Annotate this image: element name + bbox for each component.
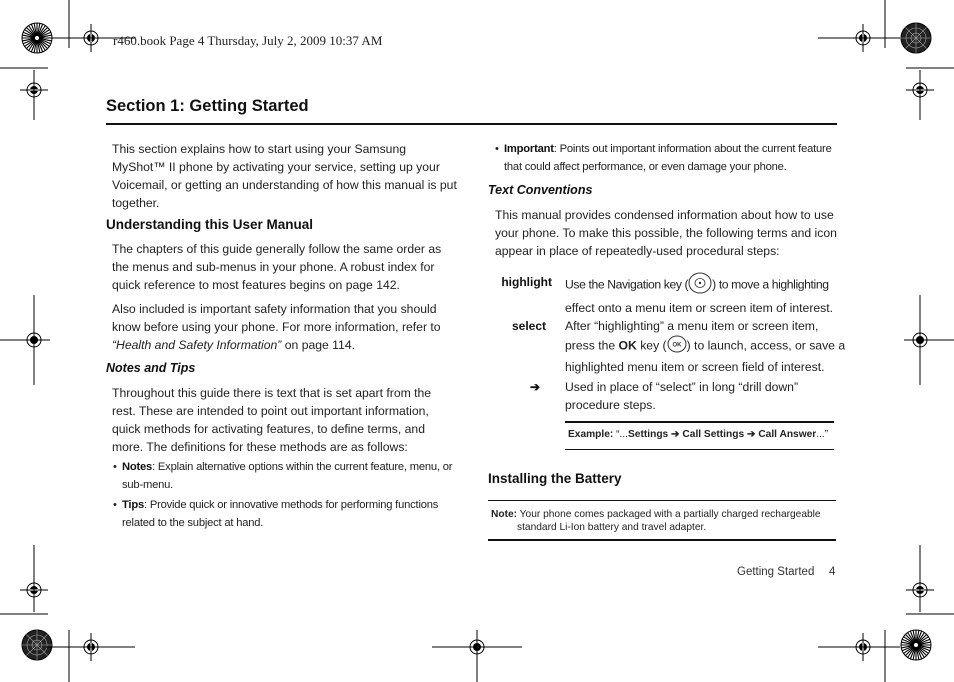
def-select-ok: OK [618, 338, 637, 353]
def-arrow-a: Used in place of “select” in long “drill down” [565, 380, 799, 394]
battery-heading: Installing the Battery [488, 471, 622, 486]
bullet-tips: • Tips: Provide quick or innovative methods for performing functions related to the subject at hand. [113, 499, 439, 529]
term-arrow: ➔ [529, 380, 540, 394]
book-info: r460.book Page 4 Thursday, July 2, 2009 10:37 AM [113, 33, 383, 48]
understanding-heading: Understanding this User Manual [106, 217, 314, 232]
intro-paragraph: This section explains how to start using your Samsung MyShot™ II phone by activating your service, setting up your Voicemail, or getting an understanding of how this manual is put together. [112, 142, 457, 210]
text-conventions-paragraph: This manual provides condensed information about how to use your phone. To make this possible, the following terms and icon appear in place of repeatedly-used procedural steps: [495, 208, 837, 258]
understanding-paragraph-2-tail: on page 114. [281, 338, 356, 352]
def-select-b3: ) to launch, access, or save a [686, 338, 846, 353]
notes-tips-paragraph: Throughout this guide there is text that is set apart from the rest. These are intended to point out important information, quick methods for activating features, to define terms, and more. The definitions for these methods are as follows: [112, 386, 432, 454]
term-highlight: highlight [501, 275, 552, 289]
example-settings: Settings [628, 429, 669, 440]
bullet-notes-label: Notes [122, 461, 153, 473]
note-bottom-rule [488, 539, 836, 541]
def-select-b2: key ( [636, 338, 667, 353]
def-select-a: After “highlighting” a menu item or screen item, [565, 319, 819, 333]
bullet-tips-text: : Provide quick or innovative methods for performing functions related to the subject at hand. [122, 499, 439, 529]
example-top-rule [565, 421, 834, 423]
battery-note [491, 508, 836, 534]
navigation-key-icon [688, 272, 712, 299]
bullet-important: • Important: Points out important information about the current feature that could affect performance, or even damage your phone. [495, 143, 832, 173]
example-pre: “... [613, 429, 629, 440]
term-select: select [511, 319, 546, 333]
title-rule [106, 123, 837, 125]
understanding-paragraph-2-text: Also included is important safety information that you should know before using your phone. For more information, refer to [112, 302, 441, 334]
bullet-notes-text: : Explain alternative options within the current feature, menu, or sub-menu. [122, 461, 453, 491]
text-conventions-heading: Text Conventions [488, 183, 593, 197]
bullet-tips-label: Tips [122, 499, 144, 511]
def-highlight-a: Use the Navigation key ( [565, 277, 689, 292]
bullet-notes: • Notes: Explain alternative options within the current feature, menu, or sub-menu. [113, 461, 453, 491]
notes-tips-heading: Notes and Tips [106, 361, 196, 375]
example-line [568, 429, 828, 440]
svg-text:OK: OK [672, 342, 682, 349]
section-title: Section 1: Getting Started [106, 97, 309, 115]
def-select-b1: press the [565, 338, 619, 353]
def-arrow [565, 378, 840, 414]
footer-label: Getting Started [737, 566, 815, 578]
bullet-important-text: : Points out important information about the current feature that could affect performance, or even damage your phone. [504, 143, 832, 173]
def-highlight [565, 272, 840, 317]
example-label: Example: [568, 429, 614, 440]
understanding-paragraph-1: The chapters of this guide generally follow the same order as the menus and sub-menus in your phone. A robust index for quick reference to most features begins on page 142. [112, 242, 442, 292]
example-arrow-1: ➔ [668, 429, 683, 440]
def-arrow-c: procedure steps. [565, 398, 656, 412]
bullet-important-label: Important [504, 143, 554, 155]
ok-key-icon [667, 335, 687, 358]
example-post: ...” [816, 429, 829, 440]
def-highlight-b: ) to move a highlighting [712, 277, 829, 292]
note-line-1: Your phone comes packaged with a partially charged rechargeable [517, 509, 821, 520]
understanding-paragraph-2 [112, 300, 457, 354]
note-line-2: standard Li-Ion battery and travel adapter. [517, 522, 707, 533]
def-select [565, 317, 846, 376]
def-highlight-c: effect onto a menu item or screen item of interest. [565, 301, 834, 315]
example-bottom-rule [565, 449, 834, 450]
note-top-rule [488, 500, 836, 501]
example-arrow-2: ➔ [744, 429, 759, 440]
example-call-settings: Call Settings [682, 429, 745, 440]
example-call-answer: Call Answer [758, 429, 817, 440]
def-select-c: highlighted menu item or screen field of interest. [565, 360, 825, 374]
note-label: Note: [491, 509, 518, 520]
health-safety-link[interactable]: “Health and Safety Information” [112, 338, 282, 352]
page-number: 4 [829, 566, 836, 578]
